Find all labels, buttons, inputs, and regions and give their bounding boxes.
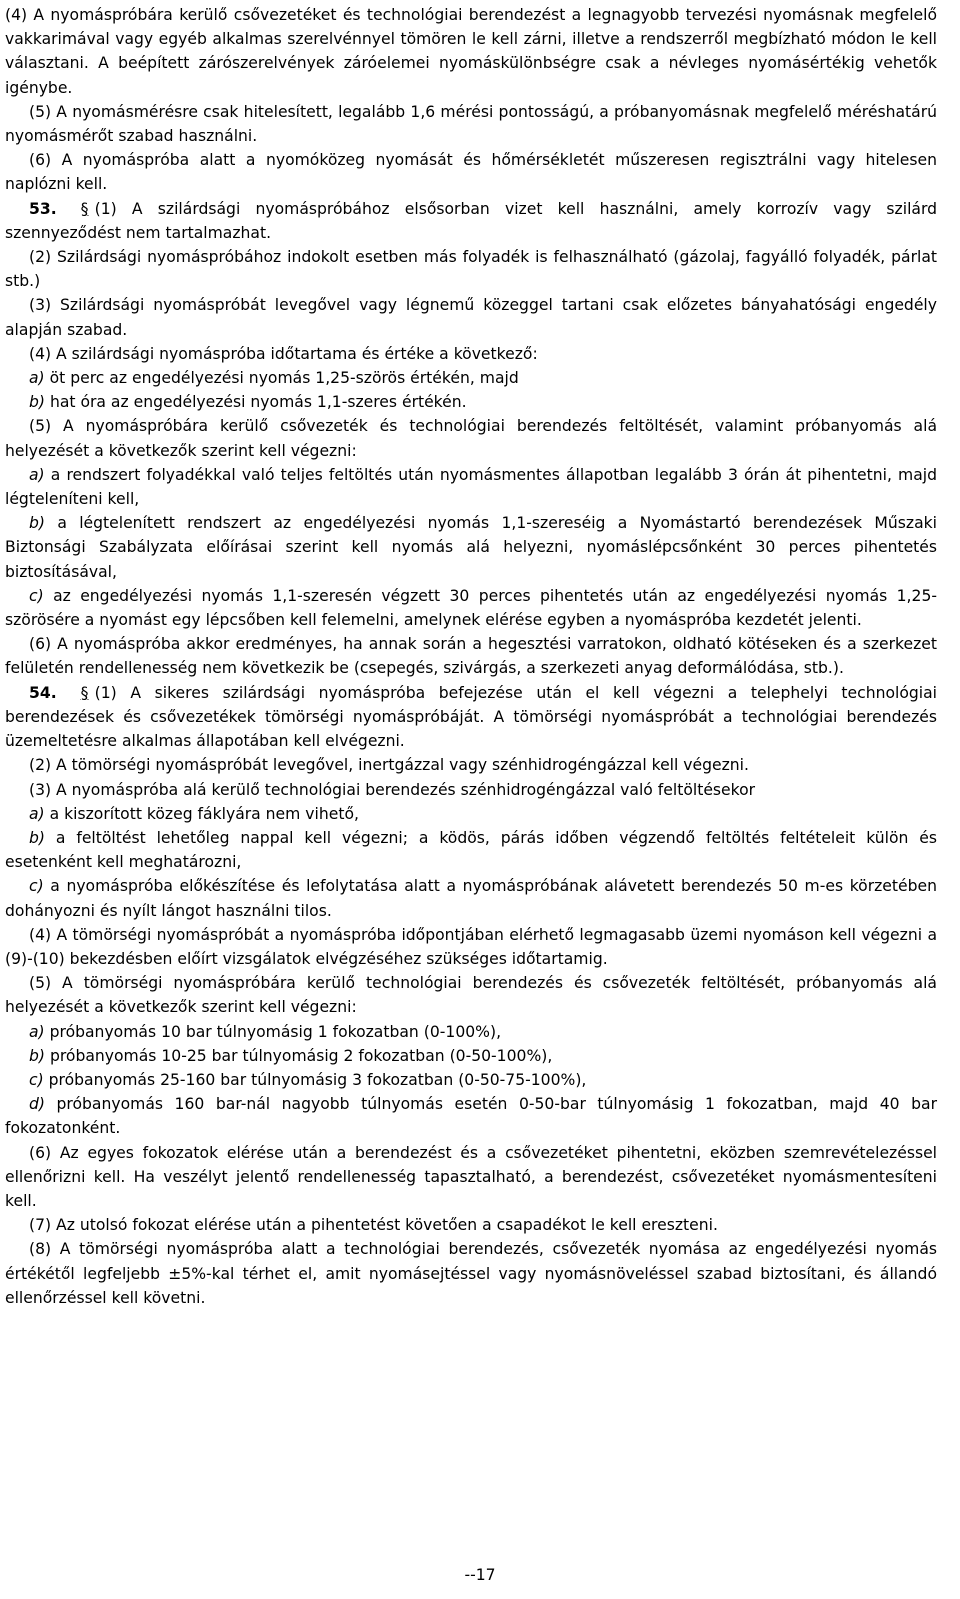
list-item [5, 826, 937, 874]
section-number: 54. [29, 683, 57, 702]
list-item [5, 463, 937, 511]
item-label: a) [29, 804, 45, 823]
item-label: b) [29, 1046, 45, 1065]
list-item [5, 1092, 937, 1140]
section-text: (1) A szilárdsági nyomáspróbához elsősorban vizet kell használni, amely korrozív vagy szilárd szennyeződést nem tartalmazhat. [5, 199, 937, 242]
item-label: c) [29, 1070, 44, 1089]
paragraph: (3) Szilárdsági nyomáspróbát levegővel vagy légnemű közeggel tartani csak előzetes bányahatósági engedély alapján szabad. [5, 296, 937, 339]
paragraph: (7) Az utolsó fokozat elérése után a pihentetést követően a csapadékot le kell ereszteni. [29, 1216, 718, 1235]
list-item [5, 1068, 937, 1092]
item-label: b) [29, 514, 45, 533]
item-text: öt perc az engedélyezési nyomás 1,25-szörös értékén, majd [44, 369, 519, 388]
section-sign: § [80, 199, 89, 218]
paragraph: (3) A nyomáspróba alá kerülő technológiai berendezés szénhidrogéngázzal való feltöltésekor [29, 780, 756, 799]
paragraph: (6) A nyomáspróba akkor eredményes, ha annak során a hegesztési varratokon, oldható kötéseken és a szerkezet felületén rendellenesség nem következik be (csepegés, szivárgás, a szerkezeti anyag deformálódása, stb.). [5, 635, 937, 678]
item-label: a) [29, 1022, 45, 1041]
item-text: próbanyomás 10-25 bar túlnyomásig 2 fokozatban (0-50-100%), [44, 1046, 553, 1065]
section-54 [5, 681, 937, 754]
item-text: a kiszorított közeg fáklyára nem vihető, [44, 804, 359, 823]
paragraph: (6) Az egyes fokozatok elérése után a berendezést és a csővezetéket pihentetni, eközben szemrevételezéssel ellenőrizni kell. Ha veszélyt jelentő rendellenesség tapasztalható, a berendezést, csővezetéket nyomásmentesíteni kell. [5, 1143, 937, 1210]
paragraph: (2) A tömörségi nyomáspróbát levegővel, inertgázzal vagy szénhidrogéngázzal kell végezni. [29, 756, 749, 775]
paragraph: (8) A tömörségi nyomáspróba alatt a technológiai berendezés, csővezeték nyomása az engedélyezési nyomás értékétől legfeljebb ±5%-kal térhet el, amit nyomásejtéssel vagy nyomásnöveléssel szabad biztosítani, és állandó ellenőrzéssel kell követni. [5, 1240, 937, 1307]
paragraph: (5) A nyomáspróbára kerülő csővezeték és technológiai berendezés feltöltését, valamint próbanyomás alá helyezését a következők szerint kell végezni: [5, 417, 937, 460]
list-item [5, 366, 937, 390]
item-text: az engedélyezési nyomás 1,1-szeresén végzett 30 perces pihentetés után az engedélyezési nyomás 1,25-szörösére a nyomást egy lépcsőben kell felemelni, amelynek elérése egyben a nyomáspróba kezdetét jelenti. [5, 586, 937, 630]
paragraph: (4) A nyomáspróbára kerülő csővezetéket és technológiai berendezést a legnagyobb tervezési nyomásnak megfelelő vakkarimával vagy egyéb alkalmas szerelvénnyel tömören le kell zárni, illetve a rendszerről megbízható módon le kell választani. A beépített zárószerelvények záróelemei nyomáskülönbségre csak a névleges nyomásértékig vehetők igénybe. [5, 6, 937, 97]
paragraph: (4) A tömörségi nyomáspróbát a nyomáspróba időpontjában elérhető legmagasabb üzemi nyomáson kell végezni a (9)-(10) bekezdésben előírt vizsgálatok elvégzéséhez szükséges időtartamig. [5, 925, 937, 968]
paragraph: (6) A nyomáspróba alatt a nyomóközeg nyomását és hőmérsékletét műszeresen regisztrálni vagy hitelesen naplózni kell. [5, 151, 937, 194]
item-text: a légtelenített rendszert az engedélyezési nyomás 1,1-szereséig a Nyomástartó berendezések Műszaki Biztonsági Szabályzata előírásai szerint kell nyomás alá helyezni, nyomáslépcsőnként 30 perces pihentetés biztosításával, [5, 514, 937, 581]
document-page [5, 3, 937, 1310]
paragraph: (4) A szilárdsági nyomáspróba időtartama és értéke a következő: [29, 344, 538, 363]
section-53 [5, 197, 937, 245]
paragraph: (5) A tömörségi nyomáspróbára kerülő technológiai berendezés és csővezeték feltöltését, próbanyomás alá helyezését a következők szerint kell végezni: [5, 974, 937, 1017]
page-number: --17 [464, 1566, 496, 1584]
list-item [5, 1044, 937, 1068]
item-label: c) [29, 877, 44, 896]
list-item [5, 584, 937, 632]
list-item [5, 390, 937, 414]
paragraph: (2) Szilárdsági nyomáspróbához indokolt esetben más folyadék is felhasználható (gázolaj, fagyálló folyadék, párlat stb.) [5, 248, 937, 291]
item-text: hat óra az engedélyezési nyomás 1,1-szeres értékén. [44, 393, 467, 412]
section-sign: § [80, 683, 89, 702]
item-text: próbanyomás 10 bar túlnyomásig 1 fokozatban (0-100%), [44, 1022, 502, 1041]
item-label: a) [29, 465, 45, 484]
list-item [5, 1020, 937, 1044]
item-label: c) [29, 586, 44, 605]
item-text: próbanyomás 25-160 bar túlnyomásig 3 fokozatban (0-50-75-100%), [43, 1070, 587, 1089]
item-label: d) [29, 1095, 45, 1114]
item-label: b) [29, 393, 45, 412]
item-text: a nyomáspróba előkészítése és lefolytatása alatt a nyomáspróbának alávetett berendezés 50 m-es körzetében dohányozni és nyílt lángot használni tilos. [5, 877, 937, 920]
paragraph: (5) A nyomásmérésre csak hitelesített, legalább 1,6 mérési pontosságú, a próbanyomásnak megfelelő méréshatárú nyomásmérőt szabad használni. [5, 102, 937, 146]
list-item [5, 802, 937, 826]
list-item [5, 511, 937, 584]
item-label: a) [29, 369, 45, 388]
item-text: a rendszert folyadékkal való teljes feltöltés után nyomásmentes állapotban legalább 3 órán át pihentetni, majd légteleníteni kell, [5, 465, 937, 509]
list-item [5, 874, 937, 922]
item-text: próbanyomás 160 bar-nál nagyobb túlnyomás esetén 0-50-bar túlnyomásig 1 fokozatban, majd 40 bar fokozatonként. [5, 1095, 937, 1138]
section-number: 53. [29, 199, 57, 218]
item-label: b) [29, 828, 45, 847]
item-text: a feltöltést lehetőleg nappal kell végezni; a ködös, párás időben végzendő feltöltés feltételeit külön és esetenként kell meghatározni, [5, 828, 937, 872]
section-text: (1) A sikeres szilárdsági nyomáspróba befejezése után el kell végezni a telephelyi technológiai berendezések és csővezetékek tömörségi nyomáspróbáját. A tömörségi nyomáspróbát a technológiai berendezés üzemeltetésre alkalmas állapotában kell elvégezni. [5, 683, 937, 751]
